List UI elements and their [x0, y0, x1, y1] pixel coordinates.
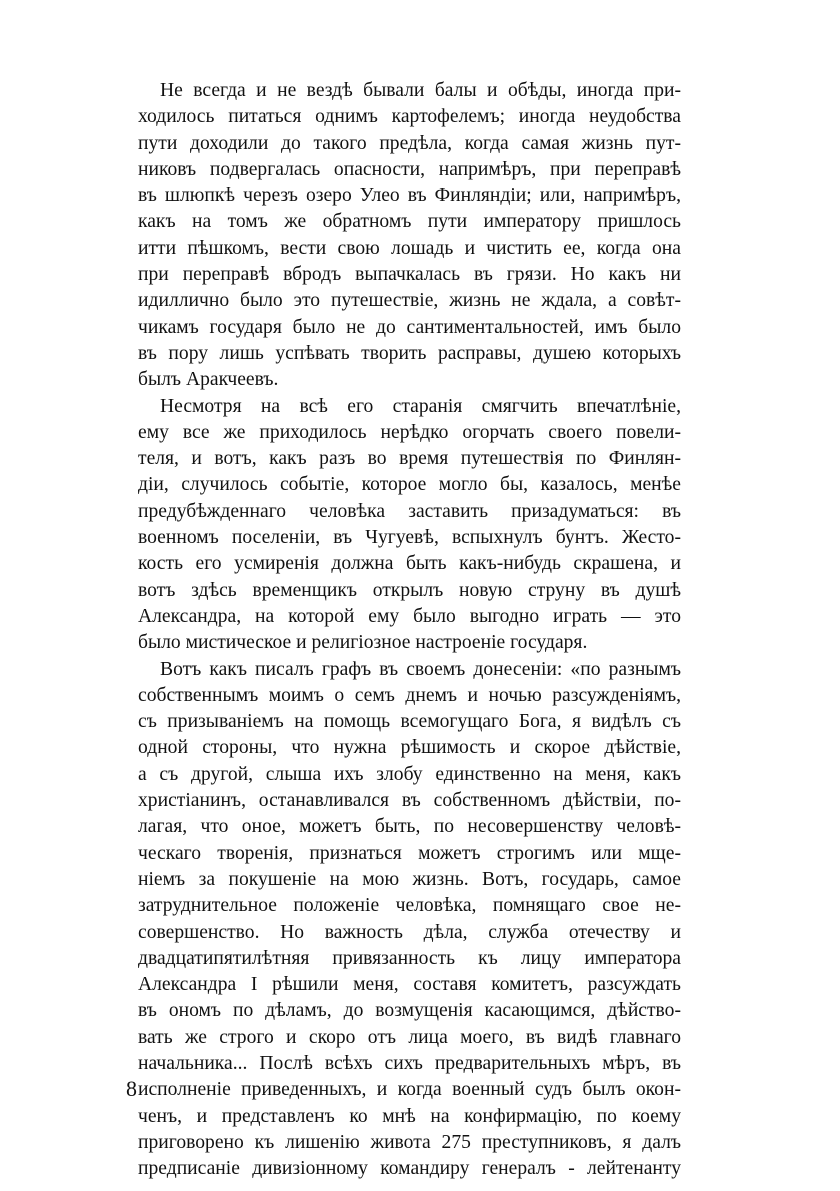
text-line: ченъ, и представленъ ко мнѣ на конфирмацію, по коему [138, 1105, 681, 1127]
text-line: лагая, что оное, можетъ быть, по несовершенству человѣ- [138, 816, 681, 838]
text-line: ніемъ за покушеніе на мою жизнь. Вотъ, государь, самое [138, 868, 681, 890]
text-line: Не всегда и не вездѣ бывали балы и обѣды, иногда при- [160, 80, 681, 101]
text-line: какъ на томъ же обратномъ пути императору пришлось [138, 211, 681, 233]
page-body-text [138, 78, 681, 1182]
text-line: пути доходили до такого предѣла, когда самая жизнь пут- [138, 132, 681, 154]
text-line: былъ Аракчеевъ. [138, 369, 279, 391]
text-line: предубѣжденнаго человѣка заставить призадуматься: въ [138, 500, 681, 522]
text-line: съ призываніемъ на помощь всемогущаго Бога, я видѣлъ съ [138, 711, 681, 733]
text-line: исполненіе приведенныхъ, и когда военный судъ былъ окон- [138, 1079, 681, 1101]
text-line: вотъ здѣсь временщикъ открылъ новую струну въ душѣ [138, 579, 681, 601]
page-number: 8 [126, 1076, 137, 1101]
text-line: въ ономъ по дѣламъ, до возмущенія касающимся, дѣйство- [138, 1000, 681, 1022]
text-line: приговорено къ лишенію живота 275 преступниковъ, я далъ [138, 1131, 681, 1153]
text-line: предписаніе дивизіонному командиру генералъ - лейтенанту [138, 1158, 681, 1180]
text-line: а съ другой, слыша ихъ злобу единственно на меня, какъ [138, 763, 681, 785]
text-line: теля, и вотъ, какъ разъ во время путешествія по Финлян- [138, 448, 681, 470]
text-line: ческаго творенія, признаться можетъ строгимъ или мще- [138, 842, 681, 864]
text-line: военномъ поселеніи, въ Чугуевѣ, вспыхнулъ бунтъ. Жесто- [138, 527, 681, 549]
text-line: Вотъ какъ писалъ графъ въ своемъ донесеніи: «по разнымъ [160, 658, 681, 680]
text-line: Александра I рѣшили меня, составя комитетъ, разсуждать [138, 974, 681, 996]
text-line: чикамъ государя было не до сантиментальностей, имъ было [138, 316, 681, 338]
text-line: двадцатипятилѣтняя привязанность къ лицу императора [138, 947, 681, 969]
text-line: совершенство. Но важность дѣла, служба отечеству и [138, 921, 681, 943]
text-line: начальника... Послѣ всѣхъ сихъ предварительныхъ мѣръ, въ [138, 1052, 681, 1074]
text-line: собственнымъ моимъ о семъ днемъ и ночью разсужденіямъ, [138, 684, 681, 706]
text-line: Александра, на которой ему было выгодно играть — это [138, 605, 681, 627]
text-line: при переправѣ вбродъ выпачкалась въ грязи. Но какъ ни [138, 264, 681, 286]
text-line: никовъ подвергалась опасности, напримѣръ, при переправѣ [138, 158, 681, 180]
text-line: кость его усмиренія должна быть какъ-нибудь скрашена, и [138, 553, 681, 575]
text-line: одной стороны, что нужна рѣшимость и скорое дѣйствіе, [138, 737, 681, 759]
text-line: вать же строго и скоро отъ лица моего, въ видѣ главнаго [138, 1026, 681, 1048]
text-line: затруднительное положеніе человѣка, помнящаго свое не- [138, 895, 681, 917]
text-line: итти пѣшкомъ, вести свою лошадь и чистить ее, когда она [138, 237, 681, 259]
text-line: въ пору лишь успѣвать творить расправы, душею которыхъ [138, 342, 681, 364]
text-line: діи, случилось событіе, которое могло бы, казалось, менѣе [138, 474, 681, 496]
text-line: въ шлюпкѣ черезъ озеро Улео въ Финляндіи; или, напримѣръ, [138, 185, 681, 207]
text-line: Несмотря на всѣ его старанія смягчить впечатлѣніе, [160, 395, 681, 417]
text-line: ему все же приходилось нерѣдко огорчать своего повели- [138, 421, 681, 443]
text-line: ходилось питаться однимъ картофелемъ; иногда неудобства [138, 106, 681, 128]
text-line: христіанинъ, останавливался въ собственномъ дѣйствіи, по- [138, 790, 681, 812]
text-line: идиллично было это путешествіе, жизнь не ждала, а совѣт- [138, 290, 681, 312]
text-line: было мистическое и религіозное настроеніе государя. [138, 632, 588, 654]
